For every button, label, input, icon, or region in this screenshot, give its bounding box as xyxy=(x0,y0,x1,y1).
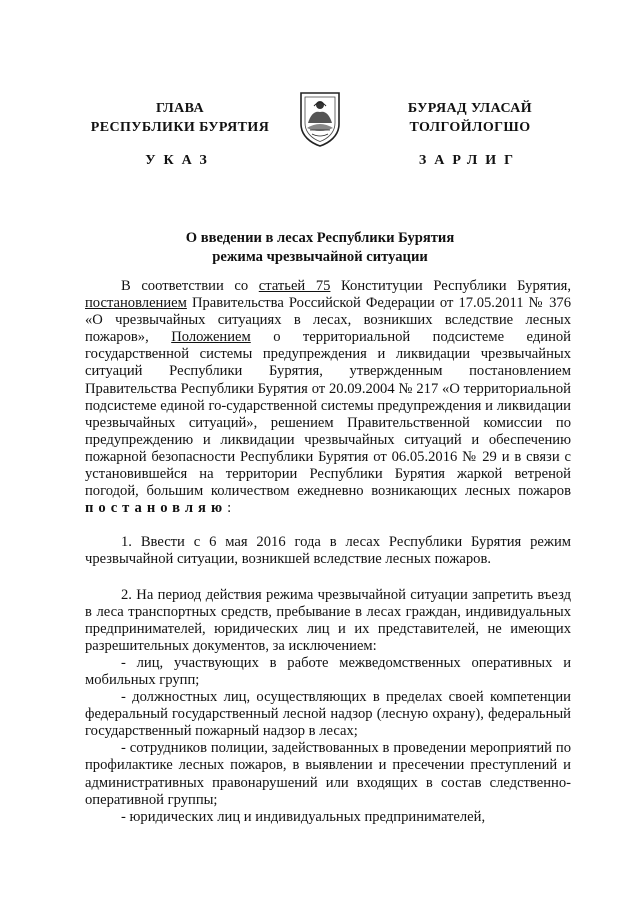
link-government-resolution[interactable]: постановлением xyxy=(85,295,187,312)
doc-type-left: УКАЗ xyxy=(145,153,215,168)
preamble-text: Правительства Российской Федерации от 17.05.2011 № 376 «О чрезвычайных ситуациях в лесах, возникших вследствие лесных пожаров», xyxy=(85,295,571,346)
title-line-1: О введении в лесах Республики Бурятия xyxy=(185,230,455,246)
document-title xyxy=(80,229,560,267)
document-body xyxy=(85,278,571,826)
title-line-2: режима чрезвычайной ситуации xyxy=(212,249,428,265)
exception-item: - юридических лиц и индивидуальных предпринимателей, xyxy=(121,808,486,825)
item-1-paragraph: 1. Ввести с 6 мая 2016 года в лесах Республики Бурятия режим чрезвычайной ситуации, возникшей вследствие лесных пожаров. xyxy=(85,534,571,568)
doc-type-right: ЗАРЛИГ xyxy=(418,153,522,168)
exception-item: - сотрудников полиции, задействованных в проведении мероприятий по профилактике лесных пожаров, в выявлении и пресечении преступлений и административных правонарушений или входящих в состав следственно-оперативной группы; xyxy=(85,740,571,808)
exception-item: - лиц, участвующих в работе межведомственных оперативных и мобильных групп; xyxy=(85,654,571,688)
preamble-text: Конституции Республики Бурятия, xyxy=(330,278,572,294)
coat-of-arms-emblem xyxy=(297,90,343,148)
link-article-75[interactable]: статьей 75 xyxy=(258,278,331,294)
header-right-title: БУРЯАД УЛАСАЙ xyxy=(407,101,533,116)
decree-word: постановляю xyxy=(85,500,228,517)
exception-item: - должностных лиц, осуществляющих в пределах своей компетенции федеральный государственный лесной надзор (лесную охрану), федеральный государственный пожарный надзор в лесах; xyxy=(85,689,571,740)
preamble-paragraph xyxy=(85,278,571,517)
preamble-text: В соответствии со xyxy=(121,278,259,294)
header-left xyxy=(80,99,280,137)
preamble-text: : xyxy=(227,500,232,517)
link-regulation[interactable]: Положением xyxy=(171,329,251,346)
header-left-subtitle: РЕСПУБЛИКИ БУРЯТИЯ xyxy=(90,120,270,135)
preamble-text: о территориальной подсистеме единой государственной системы предупреждения и ликвидации чрезвычайных ситуаций Республики Бурятия, утвержденным постановлением Правительства Республики Бурятия от 20.09.2004 № 217 «О территориальной подсистеме единой го-сударственной системы предупреждения и ликвидации чрезвычайных ситуаций», решением Правительственной комиссии по предупреждению и ликвидации чрезвычайных ситуаций и обеспечению пожарной безопасности Республики Бурятия от 06.05.2016 № 29 и в связи с установившейся на территории Республики Бурятия жаркой ветреной погодой, большим количеством ежедневно возникающих лесных пожаров xyxy=(85,329,571,500)
header-left-title: ГЛАВА xyxy=(156,101,204,116)
header-right xyxy=(380,99,560,137)
item-2-paragraph: 2. На период действия режима чрезвычайной ситуации запретить въезд в леса транспортных средств, пребывание в лесах граждан, индивидуальных предпринимателей, юридических лиц и их представителей, не имеющих разрешительных документов, за исключением: xyxy=(85,586,571,654)
header-right-subtitle: ТОЛГОЙЛОГШО xyxy=(409,120,531,135)
